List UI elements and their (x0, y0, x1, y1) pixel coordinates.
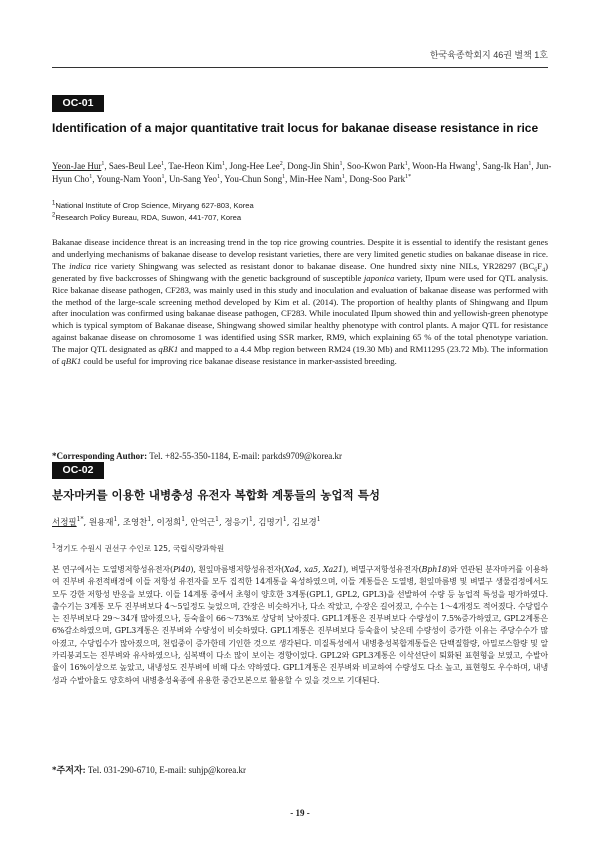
author: Woon-Ha Hwang$^1$ (412, 161, 479, 171)
author: Sang-Ik Han$^1$ (482, 161, 532, 171)
affiliation-2: $^2$Research Policy Bureau, RDA, Suwon, 441-707, Korea (52, 211, 242, 222)
author-list-en: Yeon-Jae Hur$^1$, Saes-Beul Lee$^1$, Tae-Heon Kim$^1$, Jong-Hee Lee$^2$, Dong-Jin Shin$^1$, Soo-Kwon Park$^1$, Woon-Ha Hwang$^1$, Sang-Ik Han$^1$, Jun-Hyun Cho$^1$, Young-Nam Yoon$^1$, Un-Sang Yeo$^1$, You-Chun Song$^1$, Min-Hee Nam$^1$, Dong-Soo Park$^{1*}$ (52, 161, 552, 184)
corresponding-author-en: *Corresponding Author: Tel. +82-55-350-1184, E-mail: parkds9709@korea.kr (52, 451, 343, 461)
author: 조영찬$^1$ (122, 516, 152, 528)
abstract-title-ko: 분자마커를 이용한 내병충성 유전자 복합화 계통들의 농업적 특성 (52, 488, 380, 502)
author: Dong-Soo Park$^{1*}$ (349, 174, 412, 184)
author: Tae-Heon Kim$^1$ (168, 161, 226, 171)
author: Min-Hee Nam$^1$ (289, 174, 345, 184)
author: Yeon-Jae Hur$^1$ (52, 161, 105, 171)
author-list-ko: 서정필$^{1*}$, 원용재$^1$, 조영찬$^1$, 이정희$^1$, 안억근$^1$, 정응기$^1$, 김명기$^1$, 김보경$^1$ (52, 516, 321, 528)
author: 안억근$^1$ (190, 516, 219, 528)
abstract-body-en: Bakanae disease incidence threat is an increasing trend in the top rice growing countries. Despite it is essential to identify the resistant genes and underlying mechanisms of bakanae disease to develop resistant varieties, there are very limited genetic studies on bakanae disease in rice. The indica rice variety Shingwang was selected as resistant donor to bakanae disease. One hundred sixty nine NILs, YR28297 $(BC_6F_4)$ generated by five backcrosses of Shingwang with the genetic background of susceptible japonica variety, Ilpum were used for QTL analysis. Rice bakanae disease pathogen, CF283, was mainly used in this study and inoculation and evaluation of bakanae disease was performed with the method of the large-scale screening method developed by Kim et al. (2014). The proportion of healthy plants of Shingwang and Ilpum after inoculation was confirmed using bakanae disease pathogen, CF283. While inoculated Ilpum showed thin and yellowish-green phenotype which is typical symptom of Bakanae disease, Shingwang showed similar healthy phenotype with control plants. A major QTL for resistance against bakanae disease on chromosome 1 was identified using SSR marker, RM9, which explaining 65 % of the total phenotype variation. The major QTL designated as qBK1 and mapped to a 4.4 Mbp region between RM24 (19.30 Mb) and RM11295 (23.72 Mb). The information of qBK1 could be useful for improving rice bakanae disease resistance in marker-assisted breeding. (52, 237, 548, 367)
corresponding-author-ko: *주저자: Tel. 031-290-6710, E-mail: suhjp@korea.kr (52, 765, 246, 775)
abstract-badge-oc01: OC-01 (52, 95, 104, 112)
running-header: 한국육종학회지 46권 별책 1호 (429, 50, 548, 60)
author: Young-Nam Yoon$^1$ (96, 174, 165, 184)
author: Jong-Hee Lee$^2$ (229, 161, 283, 171)
author: Un-Sang Yeo$^1$ (169, 174, 221, 184)
author: 이정희$^1$ (156, 516, 186, 528)
author: 김명기$^1$ (258, 516, 287, 528)
affiliations-en (52, 200, 552, 223)
page-number: - 19 - (290, 808, 310, 818)
author: You-Chun Song$^1$ (224, 174, 286, 184)
author: Soo-Kwon Park$^1$ (347, 161, 408, 171)
author: 서정필$^{1*}$ (52, 516, 84, 528)
abstract-body-ko: 본 연구에서는 도열병저항성유전자(Pi40), 흰잎마름병저항성유전자(Xa4, xa5, Xa21), 벼멸구저항성유전자(Bph18)와 연관된 분자마커를 이용하여 진부벼 유전적배경에 이들 저항성 유전자를 모두 집적한 14계통을 육성하였으며, 이들 계통들은 도열병, 흰잎마름병 및 벼멸구 생물검정에서도 모두 강한 저항성 반응을 보였다. 이들 14계통 중에서 초형이 양호한 3계통(GPL1, GPL2, GPL3)을 선발하여 수량 등 농업적 특성을 평가하였다. 출수기는 3계통 모두 진부벼보다 4～5일정도 늦었으며, 간장은 비슷하거나, 다소 작았고, 수장은 길어졌고, 수수는 1～4개정도 적어졌다. 수당립수는 진부벼보다 29～34개 많아졌으나, 등숙율이 66～73%로 상당히 낮아졌다. GPL1계통은 진부벼보다 수량성이 7.5%증가하였고, GPL2계통은 6%감소하였으며, GPL3계통은 진부벼와 수량성이 비슷하였다. GPL1계통은 진부벼보다 등숙율이 낮은데 수량성이 증가한 이유는 주당수수가 많아졌고, 수당립수가 많아졌으며, 천립중이 증가한데 기인한 것으로 생각된다. 미질특성에서 내병충성복합계통들은 단백질함량, 아밀로스함량 및 알카리붕괴도는 진부벼와 유사하였으나, 심복백이 다소 많이 보이는 경향이었다. GPL2와 GPL3계통은 이삭선단이 퇴화된 표현형을 보였고, 수발아율이 16%이상으로 높았고, 내냉성도 진부벼에 비해 다소 약하였다. GPL1계통은 진부벼와 비교하여 수량성도 다소 높고, 표현형도 우수하며, 내냉성과 수발아율도 양호하여 내병충성육종에 유용한 중간모본으로 활용할 수 있을 것으로 기대된다. (52, 565, 548, 685)
affiliation-ko: $^1$경기도 수원시 권선구 수인로 125, 국립식량과학원 (52, 542, 225, 553)
author: 정응기$^1$ (224, 516, 253, 528)
author: Saes-Beul Lee$^1$ (108, 161, 165, 171)
abstract-title-en: Identification of a major quantitative trait locus for bakanae disease resistance in rice (52, 121, 539, 135)
author: Jun-Hyun Cho$^1$ (52, 161, 552, 184)
author: 원용재$^1$ (88, 516, 118, 528)
author: 김보경$^1$ (292, 516, 321, 528)
author: Dong-Jin Shin$^1$ (287, 161, 343, 171)
abstract-badge-oc02: OC-02 (52, 462, 104, 479)
affiliation-1: $^1$National Institute of Crop Science, Miryang 627-803, Korea (52, 200, 254, 210)
header-rule (52, 67, 548, 68)
